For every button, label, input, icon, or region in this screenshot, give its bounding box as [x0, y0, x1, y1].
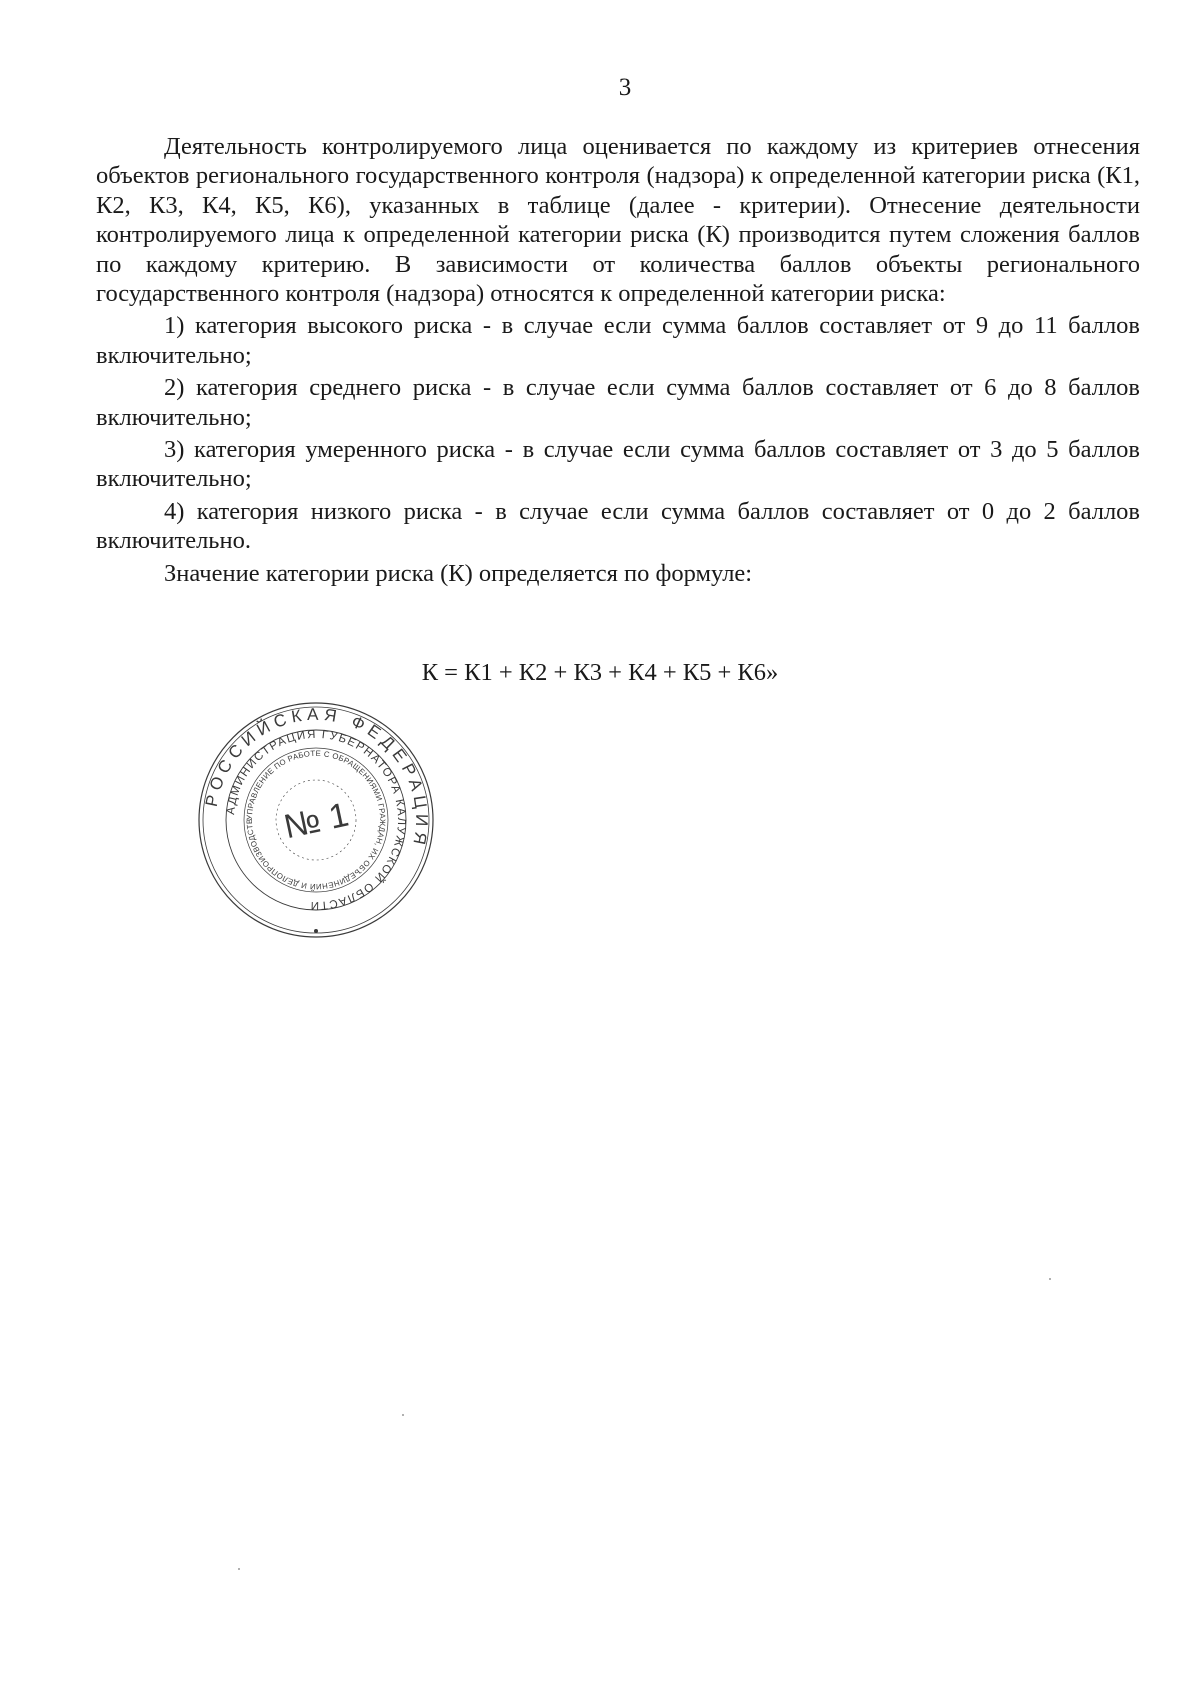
intro-paragraph: Деятельность контролируемого лица оценивается по каждому из критериев отнесения объектов регионального государственного контроля (надзора) к определенной категории риска (К1, К2, К3, К4, К5, К6), указанных в таблице (далее - критерии). Отнесение деятельности контролируемого лица к определенной категории риска (К) производится путем сложения баллов по каждому критерию. В зависимости от количества баллов объекты регионального государственного контроля (надзора) относятся к определенной категории риска:: [96, 133, 1140, 308]
scan-speck: [1049, 1278, 1051, 1280]
risk-formula: К = К1 + К2 + К3 + К4 + К5 + К6»: [421, 659, 779, 686]
official-stamp: [196, 700, 436, 940]
risk-category-medium: 2) категория среднего риска - в случае если сумма баллов составляет от 6 до 8 баллов включительно;: [96, 374, 1140, 431]
stamp-middle-text: АДМИНИСТРАЦИЯ ГУБЕРНАТОРА КАЛУЖСКОЙ ОБЛАСТИ: [225, 728, 408, 912]
stamp-inner-text: УПРАВЛЕНИЕ ПО РАБОТЕ С ОБРАЩЕНИЯМИ ГРАЖДАН, ИХ ОБЪЕДИНЕНИЙ И ДЕЛОПРОИЗВОДСТВ: [244, 748, 388, 892]
risk-category-moderate: 3) категория умеренного риска - в случае если сумма баллов составляет от 3 до 5 баллов включительно;: [96, 436, 1140, 493]
stamp-seal-icon: [196, 700, 436, 940]
stamp-outer-text: РОССИЙСКАЯ ФЕДЕРАЦИЯ: [201, 704, 432, 852]
risk-category-low: 4) категория низкого риска - в случае если сумма баллов составляет от 0 до 2 баллов включительно.: [96, 497, 1140, 555]
scan-speck: [402, 1414, 404, 1416]
risk-category-high: 1) категория высокого риска - в случае если сумма баллов составляет от 9 до 11 баллов включительно;: [96, 312, 1140, 369]
document-body: [96, 132, 1140, 588]
scan-speck: [238, 1568, 240, 1570]
formula-intro: Значение категории риска (К) определяется по формуле:: [164, 559, 753, 587]
page-number: 3: [618, 74, 632, 101]
stamp-number: № 1: [280, 795, 352, 847]
